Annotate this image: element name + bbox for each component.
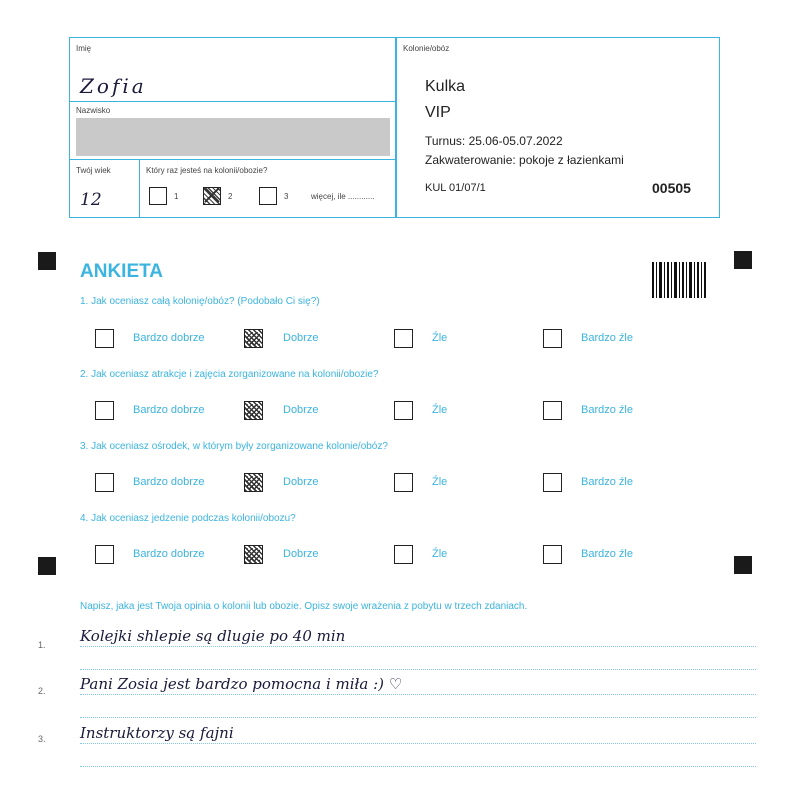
turnus: Turnus: 25.06-05.07.2022 xyxy=(425,134,563,148)
q2-dobrze-checkbox[interactable] xyxy=(244,401,263,420)
q3-option-label: Bardzo dobrze xyxy=(133,476,205,488)
dotted-line xyxy=(80,694,756,695)
opinion-answer-1[interactable]: Kolejki shlepie są dlugie po 40 min xyxy=(80,627,346,645)
survey-title: ANKIETA xyxy=(80,261,164,282)
q2-bardzo-dobrze-checkbox[interactable] xyxy=(95,401,114,420)
ktory-raz-3-label: 3 xyxy=(284,192,289,201)
opinion-answer-2[interactable]: Pani Zosia jest bardzo pomocna i miła :) ♡ xyxy=(80,675,403,693)
q4-zle-checkbox[interactable] xyxy=(394,545,413,564)
q4-option-label: Dobrze xyxy=(283,548,319,560)
form-number: 00505 xyxy=(652,180,691,196)
alignment-marker xyxy=(38,252,56,270)
q4-bardzo-dobrze-checkbox[interactable] xyxy=(95,545,114,564)
q1-dobrze-checkbox[interactable] xyxy=(244,329,263,348)
q4-option-label: Bardzo źle xyxy=(581,548,633,560)
q4-bardzo-zle-checkbox[interactable] xyxy=(543,545,562,564)
q3-option-label: Bardzo źle xyxy=(581,476,633,488)
ktory-raz-2-checkbox[interactable] xyxy=(203,187,221,205)
kolonia-type: VIP xyxy=(425,104,451,121)
q2-option-label: Bardzo źle xyxy=(581,404,633,416)
ktory-raz-2-label: 2 xyxy=(228,192,233,201)
question-4: 4. Jak oceniasz jedzenie podczas kolonii/obozu? xyxy=(80,513,296,524)
alignment-marker xyxy=(734,556,752,574)
alignment-marker xyxy=(734,251,752,269)
kolonia-code: KUL 01/07/1 xyxy=(425,182,486,194)
alignment-marker xyxy=(38,557,56,575)
q1-option-label: Bardzo dobrze xyxy=(133,332,205,344)
divider xyxy=(69,159,395,160)
q2-option-label: Dobrze xyxy=(283,404,319,416)
dotted-line xyxy=(80,669,756,670)
q4-option-label: Źle xyxy=(432,548,448,560)
divider xyxy=(139,159,140,218)
line-number: 3. xyxy=(38,734,46,744)
dotted-line xyxy=(80,743,756,744)
wiek-label: Twój wiek xyxy=(76,166,111,175)
wiecej-label: więcej, ile ............ xyxy=(311,192,375,201)
divider xyxy=(69,101,395,102)
ktory-raz-1-checkbox[interactable] xyxy=(149,187,167,205)
q1-zle-checkbox[interactable] xyxy=(394,329,413,348)
wiek-value[interactable]: 12 xyxy=(80,190,102,210)
dotted-line xyxy=(80,766,756,767)
nazwisko-redacted xyxy=(76,118,390,156)
q1-option-label: Bardzo źle xyxy=(581,332,633,344)
q4-option-label: Bardzo dobrze xyxy=(133,548,205,560)
q1-bardzo-dobrze-checkbox[interactable] xyxy=(95,329,114,348)
q1-option-label: Źle xyxy=(432,332,448,344)
line-number: 1. xyxy=(38,640,46,650)
q3-dobrze-checkbox[interactable] xyxy=(244,473,263,492)
line-number: 2. xyxy=(38,686,46,696)
q2-option-label: Bardzo dobrze xyxy=(133,404,205,416)
ktory-raz-3-checkbox[interactable] xyxy=(259,187,277,205)
question-2: 2. Jak oceniasz atrakcje i zajęcia zorganizowane na kolonii/obozie? xyxy=(80,369,379,380)
q2-bardzo-zle-checkbox[interactable] xyxy=(543,401,562,420)
barcode xyxy=(652,262,706,298)
kolonie-label: Kolonie/obóz xyxy=(403,44,450,53)
question-3: 3. Jak oceniasz ośrodek, w którym były zorganizowane kolonie/obóz? xyxy=(80,441,388,452)
question-1: 1. Jak oceniasz całą kolonię/obóz? (Podobało Ci się?) xyxy=(80,296,320,307)
opinion-prompt: Napisz, jaka jest Twoja opinia o kolonii lub obozie. Opisz swoje wrażenia z pobytu w trzech zdaniach. xyxy=(80,601,528,612)
zakwaterowanie: Zakwaterowanie: pokoje z łazienkami xyxy=(425,153,624,167)
q1-option-label: Dobrze xyxy=(283,332,319,344)
dotted-line xyxy=(80,717,756,718)
ktory-raz-label: Który raz jesteś na kolonii/obozie? xyxy=(146,166,268,175)
q3-option-label: Dobrze xyxy=(283,476,319,488)
q3-bardzo-dobrze-checkbox[interactable] xyxy=(95,473,114,492)
dotted-line xyxy=(80,646,756,647)
kolonia-name: Kulka xyxy=(425,78,466,95)
q3-option-label: Źle xyxy=(432,476,448,488)
nazwisko-label: Nazwisko xyxy=(76,106,111,115)
q3-zle-checkbox[interactable] xyxy=(394,473,413,492)
imie-label: Imię xyxy=(76,44,92,53)
divider xyxy=(395,37,397,218)
q2-option-label: Źle xyxy=(432,404,448,416)
q3-bardzo-zle-checkbox[interactable] xyxy=(543,473,562,492)
q2-zle-checkbox[interactable] xyxy=(394,401,413,420)
opinion-answer-3[interactable]: Instruktorzy są fajni xyxy=(80,724,234,742)
ktory-raz-1-label: 1 xyxy=(174,192,179,201)
q1-bardzo-zle-checkbox[interactable] xyxy=(543,329,562,348)
imie-value[interactable]: Zofia xyxy=(80,74,147,98)
q4-dobrze-checkbox[interactable] xyxy=(244,545,263,564)
